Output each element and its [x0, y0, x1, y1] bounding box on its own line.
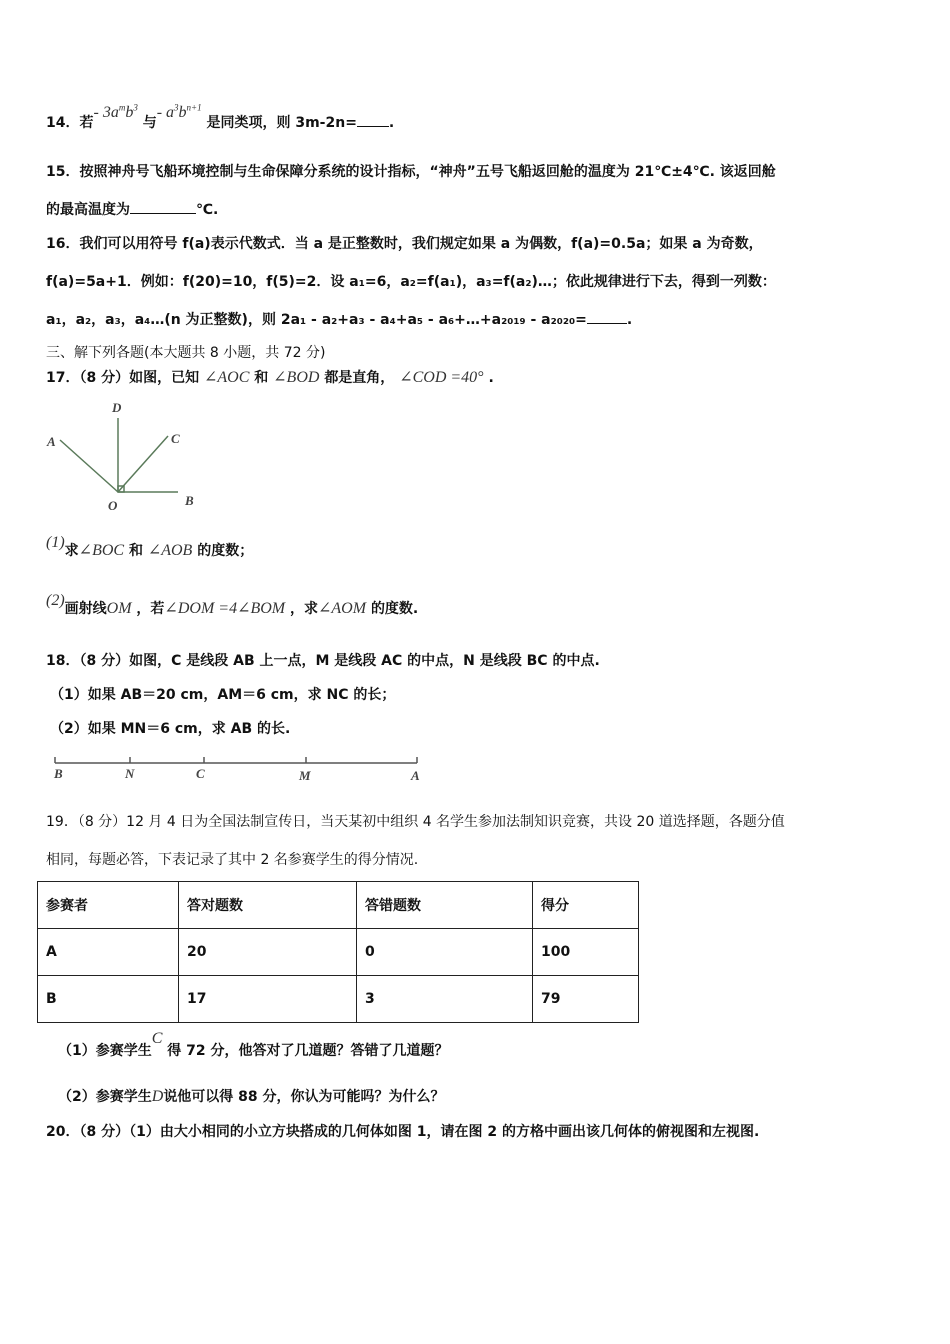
table-header-row — [38, 882, 639, 929]
t2: - a — [156, 104, 175, 121]
math: D — [151, 1088, 164, 1105]
t1: - 3a — [93, 104, 119, 121]
segment-figure — [50, 752, 430, 784]
q14-text-end: 是同类项，则 3m-2n= — [206, 115, 357, 131]
table-cell: 20 — [179, 929, 357, 976]
text: ，若 — [136, 601, 165, 617]
table-cell: 79 — [533, 976, 639, 1023]
question-18-part2: （2）如果 MN＝6 cm，求 AB 的长. — [50, 721, 291, 737]
math: ∠AOC — [203, 369, 250, 386]
label-b: B — [185, 493, 194, 508]
question-18-part1: （1）如果 AB＝20 cm，AM＝6 cm，求 NC 的长； — [50, 687, 396, 703]
question-18-line1: 18．（8 分）如图，C 是线段 AB 上一点，M 是线段 AC 的中点，N 是线段 BC 的中点. — [46, 653, 600, 669]
answer-blank[interactable] — [587, 311, 627, 324]
question-17 — [46, 367, 494, 387]
header-cell: 得分 — [533, 882, 639, 929]
label-d: D — [112, 400, 122, 415]
t1b-exp: 3 — [133, 102, 138, 113]
label-o: O — [108, 498, 118, 513]
part-number: (1) — [46, 534, 65, 551]
label-c: C — [171, 431, 180, 446]
q14-term2 — [157, 104, 202, 121]
q17-text: 和 — [254, 370, 269, 386]
q15-text: 的最高温度为 — [46, 202, 130, 218]
label-b: B — [54, 766, 63, 781]
q15-unit: ℃. — [196, 202, 219, 218]
table-cell: 17 — [179, 976, 357, 1023]
math: ∠DOM =4∠BOM — [164, 600, 286, 617]
table-cell: 0 — [357, 929, 533, 976]
text: 的度数； — [197, 543, 254, 559]
table-cell: B — [38, 976, 179, 1023]
q16-period: . — [626, 312, 633, 328]
question-16-line2: f(a)=5a+1．例如：f(20)=10，f(5)=2．设 a₁=6，a₂=f(a₁)，a₃=f(a₂)…；依此规律进行下去，得到一列数： — [46, 274, 776, 290]
text: 和 — [128, 543, 143, 559]
angle-figure — [40, 398, 210, 513]
ray-oa — [60, 440, 118, 492]
text: 说他可以得 88 分，你认为可能吗？为什么？ — [163, 1089, 445, 1105]
math: ∠AOB — [147, 542, 193, 559]
table-row — [38, 929, 639, 976]
text: （1）参赛学生 — [58, 1043, 152, 1059]
header-cell: 答错题数 — [357, 882, 533, 929]
table-row — [38, 976, 639, 1023]
text: （2）参赛学生 — [58, 1089, 152, 1105]
label-a: A — [411, 768, 420, 783]
t1b: b — [125, 104, 134, 121]
label-m: M — [299, 768, 311, 783]
part-number: (2) — [46, 592, 65, 609]
math: C — [151, 1030, 163, 1047]
ray-oc — [118, 436, 168, 492]
question-19-line2: 相同，每题必答，下表记录了其中 2 名参赛学生的得分情况. — [46, 852, 419, 868]
text: 求 — [64, 543, 79, 559]
answer-blank[interactable] — [130, 201, 196, 214]
t2b-exp: n+1 — [186, 102, 202, 113]
math: ∠AOM — [318, 600, 367, 617]
q14-period: . — [388, 115, 395, 131]
q14-term1 — [93, 104, 137, 121]
q14-text: 14．若 — [46, 115, 94, 131]
q17-text: . — [488, 370, 494, 386]
question-17-part1 — [46, 534, 254, 560]
score-table — [37, 881, 639, 1023]
text: 画射线 — [64, 601, 107, 617]
question-19-part2 — [58, 1086, 445, 1106]
q16-text: a₁，a₂，a₃，a₄…(n 为正整数)，则 2a₁ - a₂+a₃ - a₄+a₅ - a₆+…+a₂₀₁₉ - a₂₀₂₀= — [46, 312, 587, 328]
question-14 — [46, 102, 395, 132]
text: 的度数. — [370, 601, 419, 617]
label-c: C — [196, 766, 205, 781]
table-cell: A — [38, 929, 179, 976]
question-19-part1 — [58, 1030, 449, 1060]
t2-exp: 3 — [174, 102, 179, 113]
text: ，求 — [290, 601, 318, 617]
header-cell: 答对题数 — [179, 882, 357, 929]
question-15-line2 — [46, 199, 218, 219]
q17-text: 都是直角， — [324, 370, 395, 386]
label-a: A — [47, 434, 56, 449]
q14-text-and: 与 — [142, 115, 157, 131]
header-cell: 参赛者 — [38, 882, 179, 929]
math: ∠BOD — [273, 369, 320, 386]
text: 得 72 分，他答对了几道题？答错了几道题？ — [167, 1043, 449, 1059]
table-cell: 100 — [533, 929, 639, 976]
question-17-part2 — [46, 592, 419, 618]
t2b: b — [178, 104, 187, 121]
section-heading: 三、解下列各题(本大题共 8 小题，共 72 分) — [46, 345, 326, 361]
t1-exp: m — [118, 102, 126, 113]
question-19-line1: 19．（8 分）12 月 4 日为全国法制宣传日，当天某初中组织 4 名学生参加法制知识竞赛，共设 20 道选择题，各题分值 — [46, 814, 785, 830]
math: ∠BOC — [78, 542, 125, 559]
math: OM — [106, 600, 132, 617]
question-16-line1: 16．我们可以用符号 f(a)表示代数式．当 a 是正整数时，我们规定如果 a 为偶数，f(a)=0.5a；如果 a 为奇数， — [46, 236, 763, 252]
question-15-line1: 15．按照神舟号飞船环境控制与生命保障分系统的设计指标，“神舟”五号飞船返回舱的温度为 21℃±4℃. 该返回舱 — [46, 164, 776, 180]
question-16-line3 — [46, 309, 632, 329]
answer-blank[interactable] — [357, 114, 389, 127]
label-n: N — [125, 766, 135, 781]
question-20-line1: 20．（8 分）（1）由大小相同的小立方块搭成的几何体如图 1，请在图 2 的方格中画出该几何体的俯视图和左视图. — [46, 1124, 760, 1140]
table-cell: 3 — [357, 976, 533, 1023]
math: ∠COD =40° — [399, 369, 484, 386]
q17-text: 17．（8 分）如图，已知 — [46, 370, 200, 386]
